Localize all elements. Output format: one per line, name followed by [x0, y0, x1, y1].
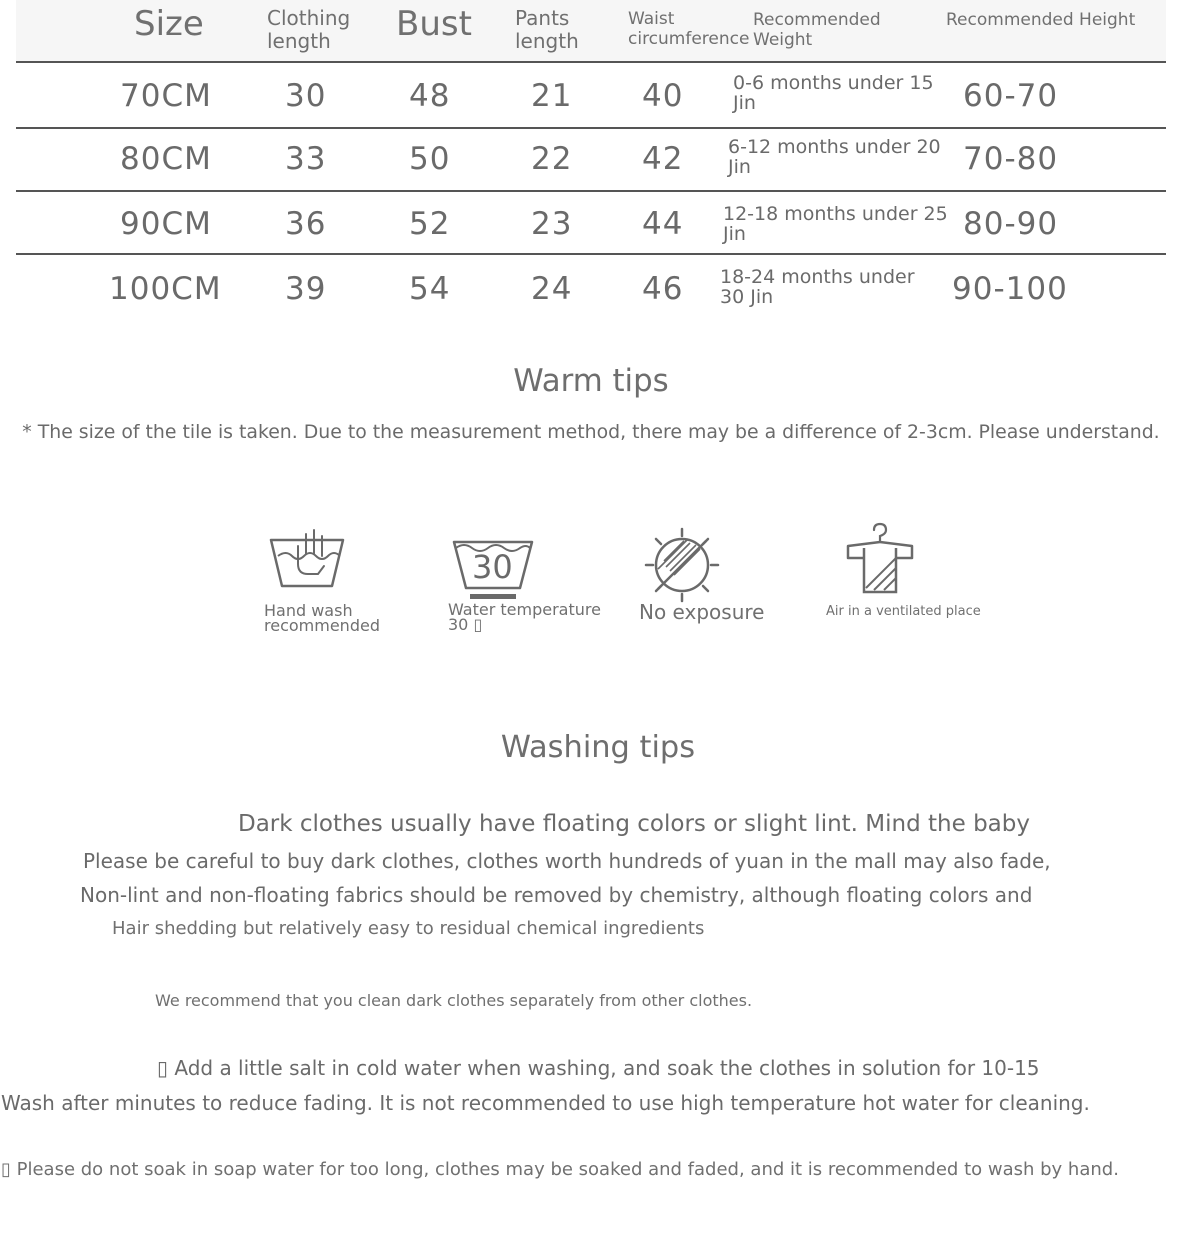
header-size: Size [134, 4, 204, 44]
tip-line: Please be careful to buy dark clothes, clothes worth hundreds of yuan in the mall may also fade, [83, 849, 1051, 873]
cell-size: 70CM [120, 78, 212, 114]
cell-size: 100CM [109, 271, 222, 307]
washing-tips-title: Washing tips [500, 730, 696, 765]
cell-height: 90-100 [952, 271, 1068, 307]
tip-line: Dark clothes usually have floating colors or slight lint. Mind the baby [238, 811, 1030, 837]
no-exposure-label: No exposure [639, 600, 765, 624]
cell-weight: 6-12 months under 20 Jin [728, 136, 941, 178]
row-divider [16, 253, 1166, 255]
cell-weight: 0-6 months under 15 Jin [733, 72, 934, 114]
cell-clothing-length: 36 [285, 206, 327, 242]
hand-wash-icon [268, 524, 348, 594]
tip-line: We recommend that you clean dark clothes separately from other clothes. [155, 991, 753, 1010]
tip-line: Hair shedding but relatively easy to residual chemical ingredients [112, 918, 705, 939]
cell-pants-length: 23 [531, 206, 573, 242]
header-weight: Recommended Weight [753, 10, 881, 50]
row-divider [16, 127, 1166, 129]
cell-waist: 44 [642, 206, 684, 242]
cell-height: 70-80 [963, 141, 1059, 177]
cell-pants-length: 21 [531, 78, 573, 114]
water-temperature-number: 30 [472, 548, 513, 586]
warm-tips-note: * The size of the tile is taken. Due to the measurement method, there may be a difference of 2-3cm. Please understand. [22, 421, 1160, 443]
cell-height: 60-70 [963, 78, 1059, 114]
no-sun-exposure-icon [644, 527, 720, 607]
cell-waist: 40 [642, 78, 684, 114]
header-height: Recommended Height [946, 10, 1136, 30]
cell-bust: 52 [409, 206, 451, 242]
row-divider [16, 61, 1166, 63]
cell-pants-length: 22 [531, 141, 573, 177]
tip-line: ▯ Please do not soak in soap water for too long, clothes may be soaked and faded, and it is recommended to wash by hand. [1, 1159, 1119, 1180]
cell-clothing-length: 39 [285, 271, 327, 307]
cell-height: 80-90 [963, 206, 1059, 242]
header-clothing-length: Clothing length [267, 6, 351, 53]
cell-size: 80CM [120, 141, 212, 177]
warm-tips-title: Warm tips [513, 363, 669, 399]
tip-line: ▯ Add a little salt in cold water when washing, and soak the clothes in solution for 10-15 [157, 1056, 1040, 1080]
cell-size: 90CM [120, 206, 212, 242]
cell-clothing-length: 33 [285, 141, 327, 177]
cell-waist: 46 [642, 271, 684, 307]
hand-wash-label: Hand wash recommended [264, 601, 380, 635]
water-temperature-label: Water temperature 30 ▯ [448, 600, 601, 634]
header-pants-length: Pants length [515, 6, 579, 53]
cell-weight: 18-24 months under 30 Jin [720, 266, 915, 308]
cell-pants-length: 24 [531, 271, 573, 307]
cell-weight: 12-18 months under 25 Jin [723, 203, 948, 245]
header-bust: Bust [396, 4, 472, 44]
cell-bust: 50 [409, 141, 451, 177]
tip-line: Non-lint and non-floating fabrics should be removed by chemistry, although floating colors and [80, 883, 1033, 907]
header-waist: Waist circumference [628, 9, 750, 49]
row-divider [16, 190, 1166, 192]
tip-line: Wash after minutes to reduce fading. It is not recommended to use high temperature hot water for cleaning. [1, 1091, 1090, 1115]
hang-dry-icon [844, 522, 916, 598]
cell-waist: 42 [642, 141, 684, 177]
hang-dry-label: Air in a ventilated place [826, 604, 981, 619]
cell-bust: 48 [409, 78, 451, 114]
cell-bust: 54 [409, 271, 451, 307]
cell-clothing-length: 30 [285, 78, 327, 114]
